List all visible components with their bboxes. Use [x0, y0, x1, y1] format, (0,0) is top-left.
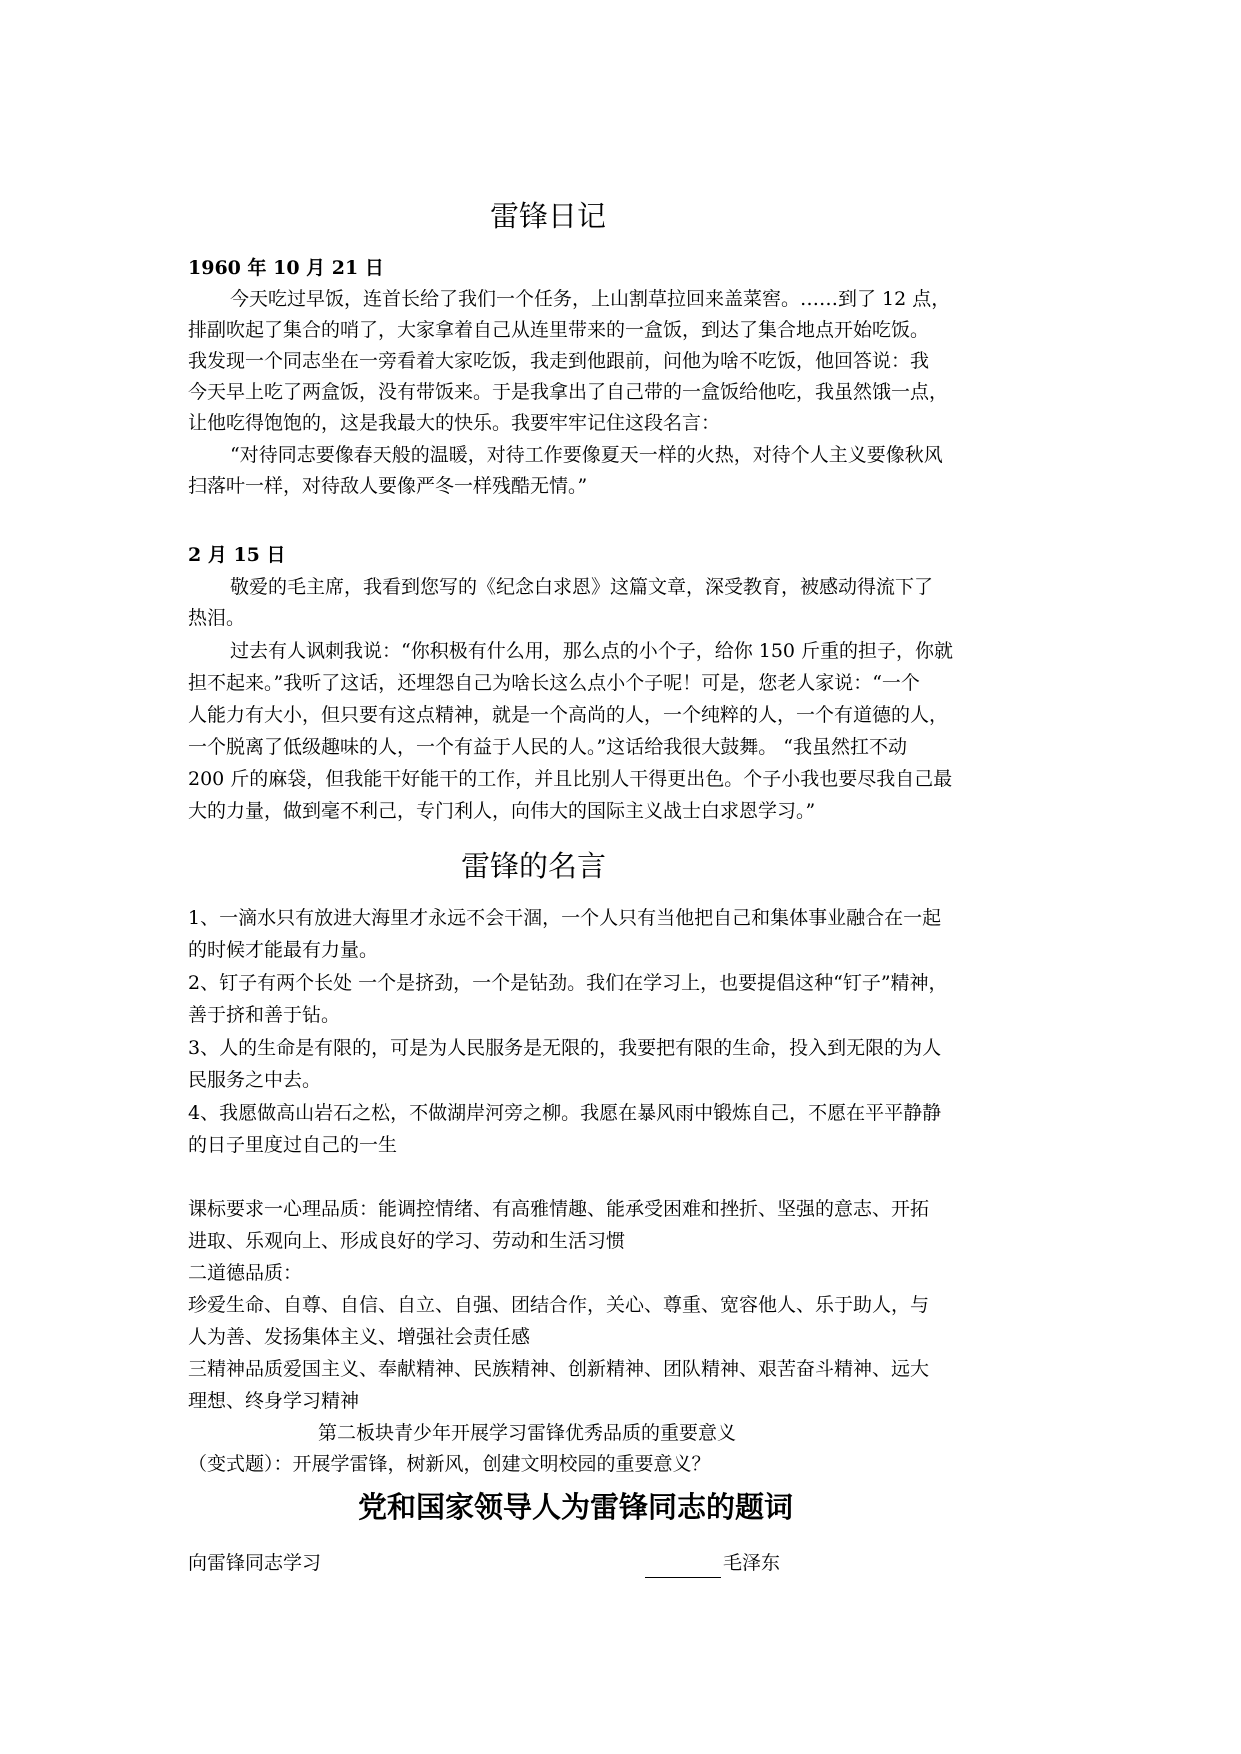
entry2-line: 大的力量，做到毫不利己，专门利人，向伟大的国际主义战士白求恩学习。” — [188, 800, 816, 822]
entry1-date: 1960 年 10 月 21 日 — [188, 257, 384, 279]
entry1-line: 我发现一个同志坐在一旁看着大家吃饭，我走到他跟前，问他为啥不吃饭，他回答说：我 — [188, 350, 930, 372]
inscription-text: 向雷锋同志学习 — [188, 1552, 322, 1574]
quote-line: 4、我愿做高山岩石之松，不做湖岸河旁之柳。我愿在暴风雨中锻炼自己，不愿在平平静静 — [188, 1102, 942, 1124]
signature-underline — [645, 1555, 721, 1578]
quote-line: 民服务之中去。 — [188, 1069, 322, 1091]
entry2-date: 2 月 15 日 — [188, 544, 286, 566]
entry1-line: 今天早上吃了两盒饭，没有带饭来。于是我拿出了自己带的一盒饭给他吃，我虽然饿一点， — [188, 381, 949, 403]
entry2-line: 人能力有大小，但只要有这点精神，就是一个高尚的人，一个纯粹的人，一个有道德的人， — [188, 704, 949, 726]
quote-line: 的日子里度过自己的一生 — [188, 1134, 398, 1156]
entry2-line: 一个脱离了低级趣味的人，一个有益于人民的人。”这话给我很大鼓舞。 “我虽然扛不动 — [188, 736, 907, 758]
entry1-line: 扫落叶一样，对待敌人要像严冬一样残酷无情。” — [188, 475, 588, 497]
quotes-title: 雷锋的名言 — [461, 849, 607, 883]
curriculum-line: 课标要求一心理品质：能调控情绪、有高雅情趣、能承受困难和挫折、坚强的意志、开拓 — [188, 1198, 930, 1220]
entry2-line: 敬爱的毛主席，我看到您写的《纪念白求恩》这篇文章，深受教育，被感动得流下了 — [230, 576, 934, 598]
entry2-line: 热泪。 — [188, 607, 246, 629]
curriculum-line: 二道德品质： — [188, 1262, 303, 1284]
curriculum-line: 进取、乐观向上、形成良好的学习、劳动和生活习惯 — [188, 1230, 626, 1252]
inscription-author: 毛泽东 — [723, 1552, 781, 1574]
entry1-line: 排副吹起了集合的哨了，大家拿着自己从连里带来的一盒饭，到达了集合地点开始吃饭。 — [188, 319, 930, 341]
diary-title: 雷锋日记 — [490, 199, 607, 233]
entry2-line: 担不起来。”我听了这话，还埋怨自己为啥长这么点小个子呢！可是，您老人家说：“一个 — [188, 672, 920, 694]
curriculum-line: 三精神品质爱国主义、奉献精神、民族精神、创新精神、团队精神、艰苦奋斗精神、远大 — [188, 1358, 930, 1380]
quote-line: 2、钉子有两个长处 一个是挤劲，一个是钻劲。我们在学习上，也要提倡这种“钉子”精神， — [188, 972, 948, 994]
section-heading: 第二板块青少年开展学习雷锋优秀品质的重要意义 — [318, 1422, 737, 1444]
inscription-signature — [645, 1548, 780, 1578]
quote-line: 1、一滴水只有放进大海里才永远不会干涸，一个人只有当他把自己和集体事业融合在一起 — [188, 907, 942, 929]
quote-line: 善于挤和善于钻。 — [188, 1004, 341, 1026]
entry1-line: 让他吃得饱饱的，这是我最大的快乐。我要牢牢记住这段名言： — [188, 412, 721, 434]
quote-line: 的时候才能最有力量。 — [188, 939, 379, 961]
entry2-line: 200 斤的麻袋，但我能干好能干的工作，并且比别人干得更出色。个子小我也要尽我自己最 — [188, 768, 953, 790]
inscriptions-title: 党和国家领导人为雷锋同志的题词 — [358, 1490, 794, 1524]
quote-line: 3、人的生命是有限的，可是为人民服务是无限的，我要把有限的生命，投入到无限的为人 — [188, 1037, 942, 1059]
entry1-line: “对待同志要像春天般的温暖，对待工作要像夏天一样的火热，对待个人主义要像秋风 — [230, 444, 943, 466]
curriculum-line: 理想、终身学习精神 — [188, 1390, 360, 1412]
curriculum-line: 人为善、发扬集体主义、增强社会责任感 — [188, 1326, 531, 1348]
entry2-line: 过去有人讽刺我说：“你积极有什么用，那么点的小个子，给你 150 斤重的担子，你就 — [230, 640, 954, 662]
variant-question: （变式题）：开展学雷锋，树新风，创建文明校园的重要意义？ — [188, 1453, 711, 1475]
curriculum-line: 珍爱生命、自尊、自信、自立、自强、团结合作，关心、尊重、宽容他人、乐于助人，与 — [188, 1294, 930, 1316]
entry1-line: 今天吃过早饭，连首长给了我们一个任务，上山割草拉回来盖菜窖。……到了 12 点， — [230, 288, 951, 310]
